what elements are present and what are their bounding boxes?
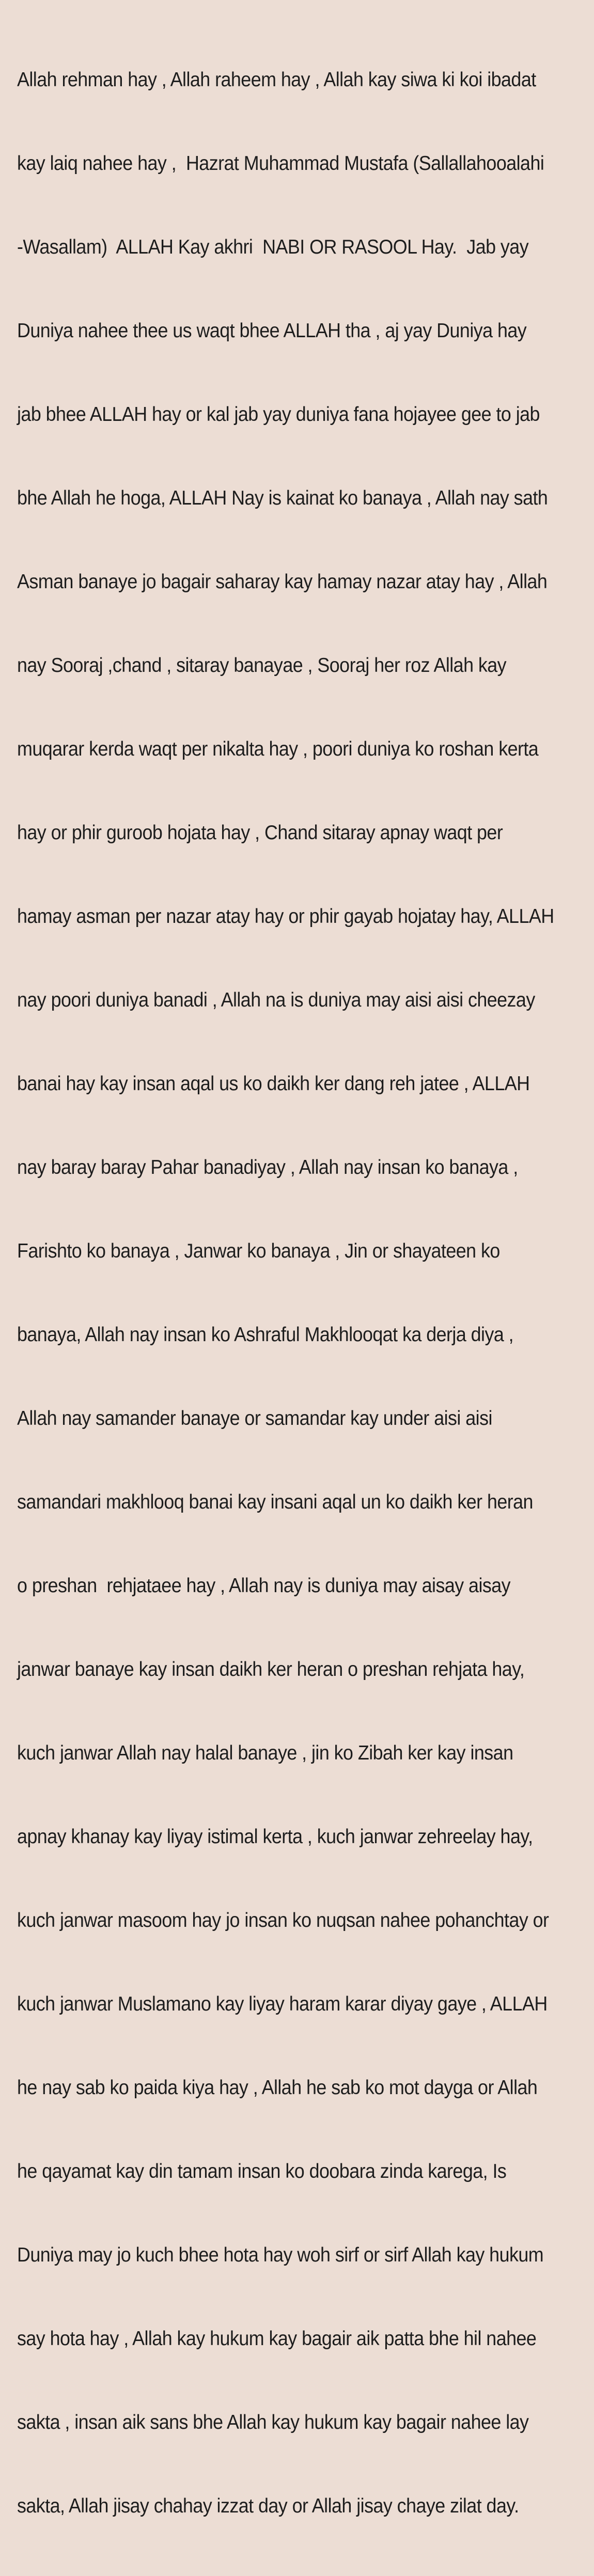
text-line-4: Duniya nahee thee us waqt bhee ALLAH tha , aj yay Duniya hay (17, 320, 527, 342)
text-line-27: Duniya may jo kuch bhee hota hay woh sirf or sirf Allah kay hukum (17, 2244, 544, 2266)
text-line-30: sakta, Allah jisay chahay izzat day or Allah jisay chaye zilat day. (17, 2495, 519, 2517)
text-line-22: apnay khanay kay liyay istimal kerta , kuch janwar zehreelay hay, (17, 1826, 533, 1848)
text-line-6: bhe Allah he hoga, ALLAH Nay is kainat ko banaya , Allah nay sath (17, 487, 548, 509)
text-line-19: o preshan rehjataee hay , Allah nay is duniya may aisay aisay (17, 1575, 511, 1597)
text-line-11: hamay asman per nazar atay hay or phir gayab hojatay hay, ALLAH (17, 905, 554, 928)
text-line-21: kuch janwar Allah nay halal banaye , jin ko Zibah ker kay insan (17, 1742, 513, 1764)
text-line-13: banai hay kay insan aqal us ko daikh ker dang reh jatee , ALLAH (17, 1073, 530, 1095)
text-line-14: nay baray baray Pahar banadiyay , Allah nay insan ko banaya , (17, 1156, 518, 1179)
body-text (17, 10, 554, 2576)
text-line-1: Allah rehman hay , Allah raheem hay , Allah kay siwa ki koi ibadat (17, 69, 536, 91)
text-line-17: Allah nay samander banaye or samandar kay under aisi aisi (17, 1407, 492, 1430)
text-line-24: kuch janwar Muslamano kay liyay haram karar diyay gaye , ALLAH (17, 1993, 548, 2015)
text-line-18: samandari makhlooq banai kay insani aqal un ko daikh ker heran (17, 1491, 533, 1513)
text-line-2: kay laiq nahee hay , Hazrat Muhammad Mustafa (Sallallahooalahi (17, 152, 544, 175)
text-line-28: say hota hay , Allah kay hukum kay bagair aik patta bhe hil nahee (17, 2328, 537, 2350)
text-line-5: jab bhee ALLAH hay or kal jab yay duniya fana hojayee gee to jab (17, 403, 540, 426)
text-line-29: sakta , insan aik sans bhe Allah kay hukum kay bagair nahee lay (17, 2411, 529, 2433)
text-line-23: kuch janwar masoom hay jo insan ko nuqsan nahee pohanchtay or (17, 1909, 549, 1931)
text-line-9: muqarar kerda waqt per nikalta hay , poori duniya ko roshan kerta (17, 738, 539, 760)
text-line-15: Farishto ko banaya , Janwar ko banaya , Jin or shayateen ko (17, 1240, 500, 1262)
text-line-3: -Wasallam) ALLAH Kay akhri NABI OR RASOOL Hay. Jab yay (17, 236, 529, 258)
text-line-7: Asman banaye jo bagair saharay kay hamay nazar atay hay , Allah (17, 571, 548, 593)
text-line-25: he nay sab ko paida kiya hay , Allah he sab ko mot dayga or Allah (17, 2077, 538, 2099)
text-line-10: hay or phir guroob hojata hay , Chand sitaray apnay waqt per (17, 822, 503, 844)
text-line-12: nay poori duniya banadi , Allah na is duniya may aisi aisi cheezay (17, 989, 535, 1011)
text-line-20: janwar banaye kay insan daikh ker heran o preshan rehjata hay, (17, 1658, 525, 1680)
text-line-16: banaya, Allah nay insan ko Ashraful Makhlooqat ka derja diya , (17, 1324, 514, 1346)
text-line-8: nay Sooraj ,chand , sitaray banayae , Sooraj her roz Allah kay (17, 654, 507, 677)
text-line-26: he qayamat kay din tamam insan ko doobara zinda karega, Is (17, 2160, 507, 2182)
